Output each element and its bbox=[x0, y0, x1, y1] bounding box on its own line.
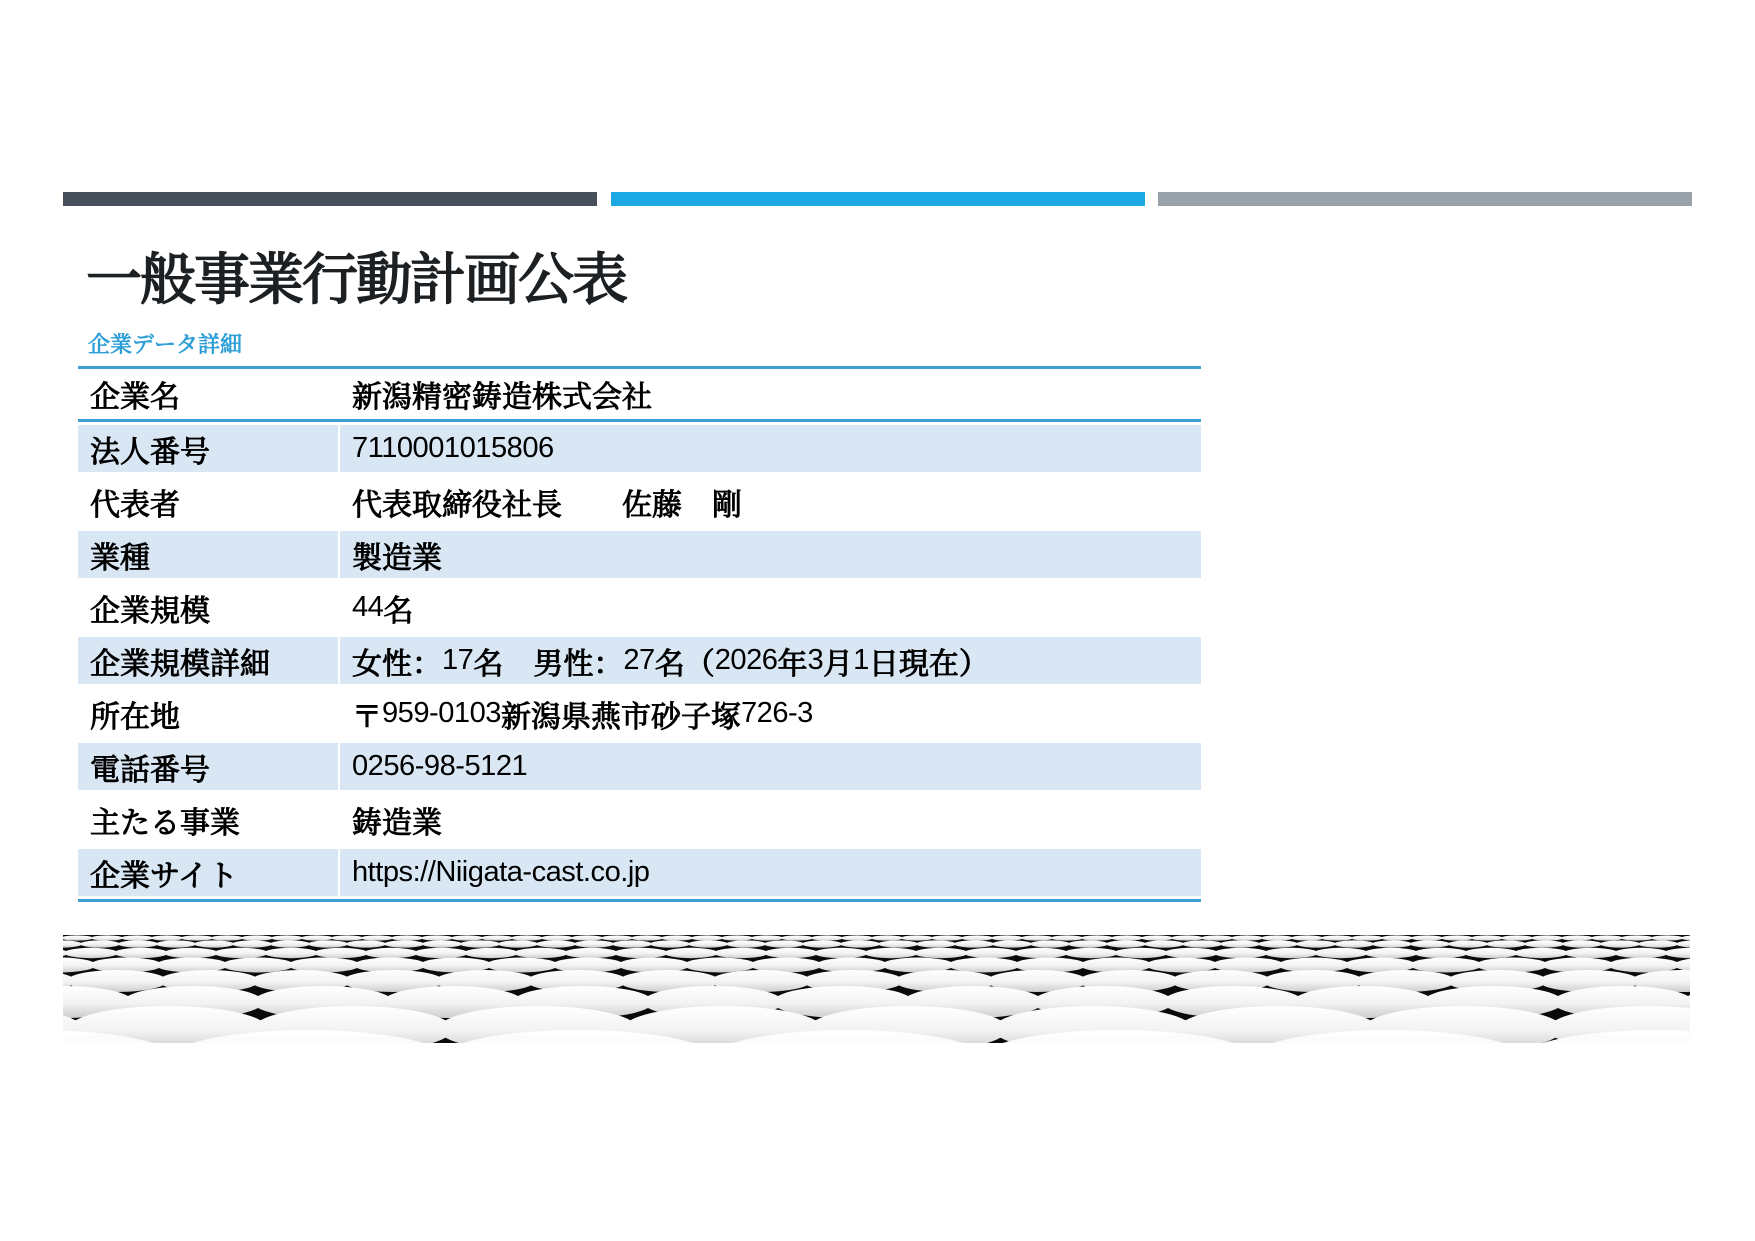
row-label: 所在地 bbox=[90, 700, 180, 734]
page-title: 一般事業行動計画公表 bbox=[86, 248, 626, 311]
table-row bbox=[78, 687, 1201, 740]
row-label: 主たる事業 bbox=[90, 806, 240, 840]
row-value: 0256-98-5121 bbox=[352, 750, 528, 782]
table-row bbox=[78, 475, 1201, 528]
row-value: 新潟精密鋳造株式会社 bbox=[352, 381, 652, 414]
footer-pattern-image bbox=[63, 930, 1690, 1043]
row-label: 企業サイト bbox=[78, 849, 340, 896]
row-label: 企業規模詳細 bbox=[78, 637, 340, 684]
company-data-link[interactable]: 企業データ詳細 bbox=[88, 332, 243, 357]
row-label: 業種 bbox=[78, 531, 340, 578]
top-bar-gray bbox=[1158, 192, 1692, 206]
table-row bbox=[78, 793, 1201, 846]
table-row bbox=[78, 528, 1201, 581]
row-value: 女性： 17 名 男性： 27 名（ 2026 年 3 月 1 日現在） bbox=[352, 644, 989, 681]
top-bar-dark bbox=[63, 192, 597, 206]
row-value: 代表取締役社長 佐藤 剛 bbox=[352, 488, 742, 522]
row-value: 〒 959-0103 新潟県燕市砂子塚 726-3 bbox=[352, 697, 813, 734]
row-label: 法人番号 bbox=[78, 425, 340, 472]
row-value: 44 名 bbox=[352, 591, 414, 628]
row-value: 鋳造業 bbox=[352, 806, 442, 840]
company-website-link[interactable]: https://Niigata-cast.co.jp bbox=[352, 856, 650, 888]
row-label: 企業名 bbox=[90, 381, 180, 414]
table-row bbox=[78, 846, 1201, 899]
row-value: 製造業 bbox=[352, 541, 442, 575]
top-bar-blue bbox=[611, 192, 1145, 206]
row-label: 企業規模 bbox=[90, 594, 210, 628]
company-table bbox=[78, 366, 1201, 902]
table-row bbox=[78, 422, 1201, 475]
row-value: 7110001015806 bbox=[352, 432, 554, 464]
table-row bbox=[78, 369, 1201, 422]
table-row bbox=[78, 740, 1201, 793]
row-label: 代表者 bbox=[90, 488, 180, 522]
table-row bbox=[78, 634, 1201, 687]
row-label: 電話番号 bbox=[78, 743, 340, 790]
table-row bbox=[78, 581, 1201, 634]
